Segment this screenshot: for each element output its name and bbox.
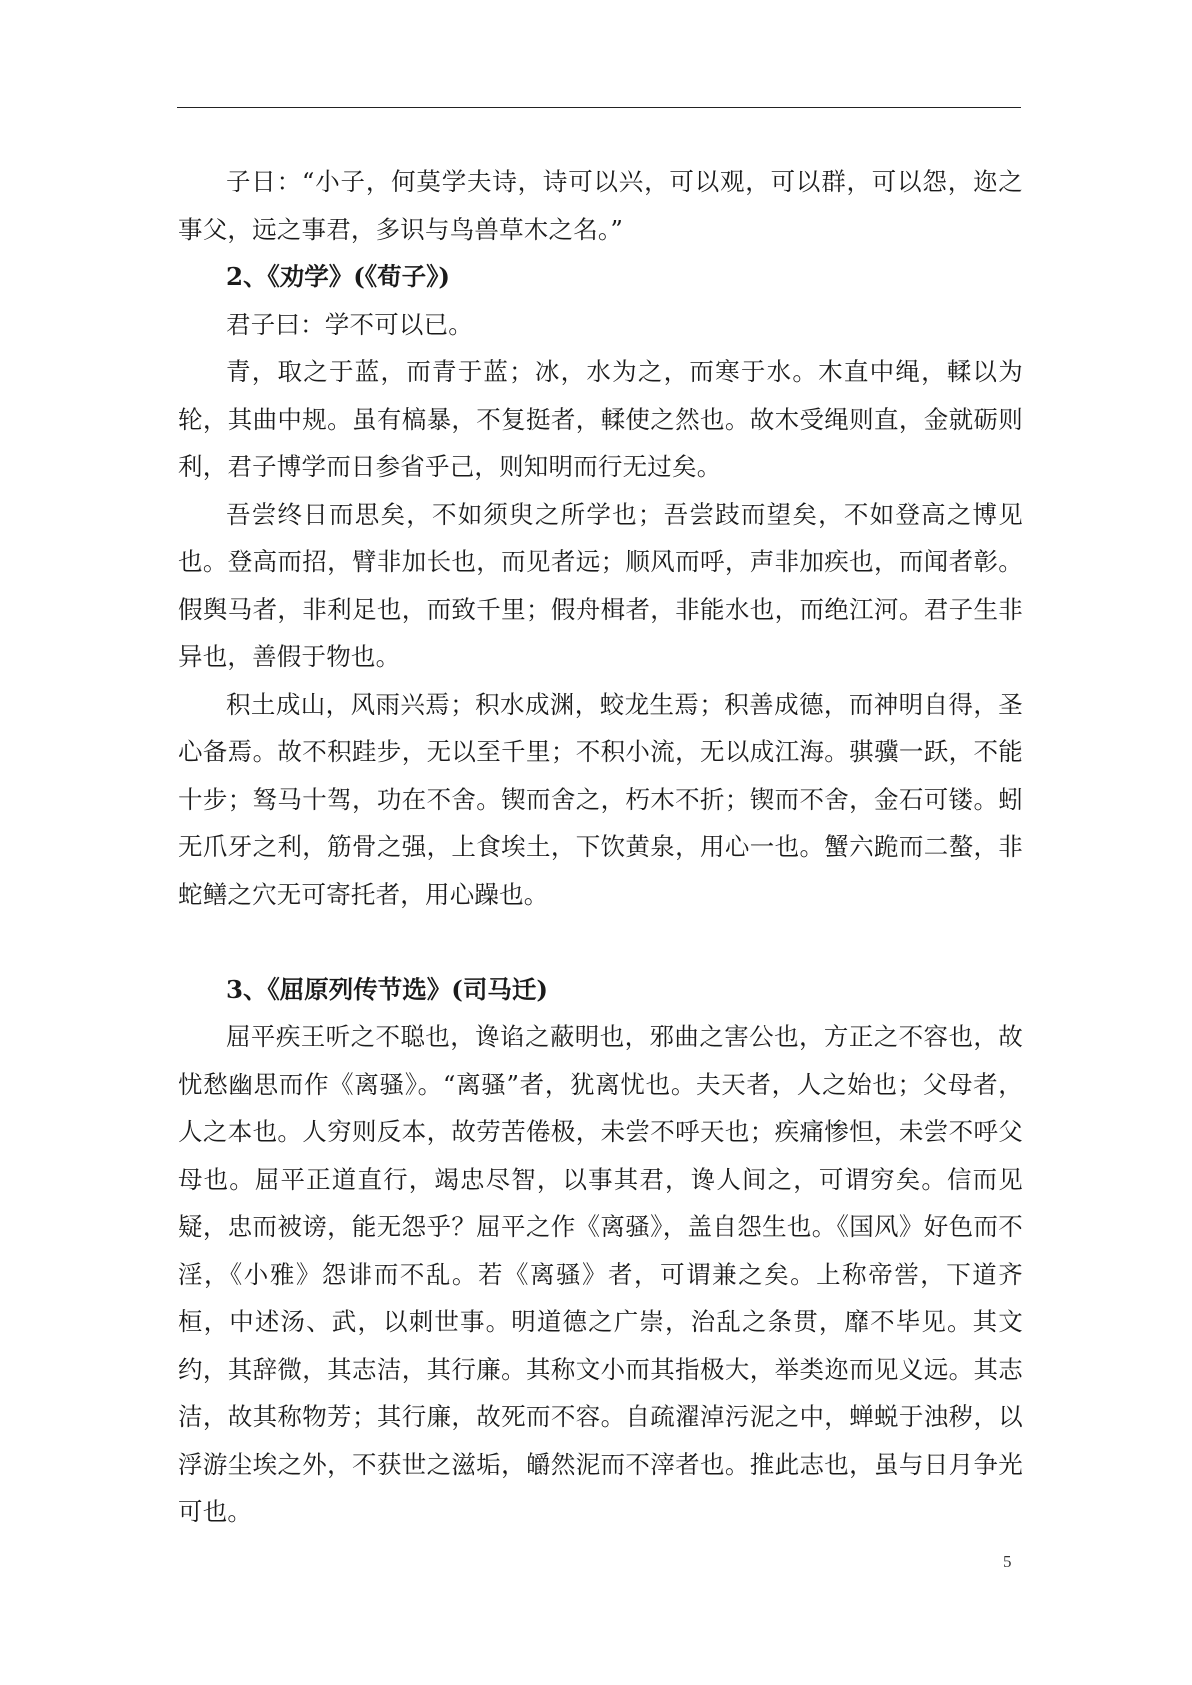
section-heading-quanxue: 2、《劝学》(《荀子》) [226,262,450,291]
header-rule [177,107,1021,108]
paragraph-quanxue-learning: 吾尝终日而思矣，不如须臾之所学也；吾尝跂而望矣，不如登高之博见也。登高而招，臂非加长也，而见者远；顺风而呼，声非加疾也，而闻者彰。假舆马者，非利足也，而致千里；假舟楫者，非能水也，而绝江河。君子生非异也，善假于物也。 [178,499,1023,671]
paragraph-quanxue-blue: 青，取之于蓝，而青于蓝；冰，水为之，而寒于水。木直中绳，輮以为轮，其曲中规。虽有槁暴，不复挺者，輮使之然也。故木受绳则直，金就砺则利，君子博学而日参省乎己，则知明而行无过矣。 [178,357,1023,481]
paragraph-quyuan-biography: 屈平疾王听之不聪也，谗谄之蔽明也，邪曲之害公也，方正之不容也，故忧愁幽思而作《离骚》。“离骚”者，犹离忧也。夫天者，人之始也；父母者，人之本也。人穷则反本，故劳苦倦极，未尝不呼天也；疾痛惨怛，未尝不呼父母也。屈平正道直行，竭忠尽智，以事其君，谗人间之，可谓穷矣。信而见疑，忠而被谤，能无怨乎？屈平之作《离骚》，盖自怨生也。《国风》好色而不淫，《小雅》怨诽而不乱。若《离骚》者，可谓兼之矣。上称帝喾，下道齐桓，中述汤、武，以刺世事。明道德之广崇，治乱之条贯，靡不毕见。其文约，其辞微，其志洁，其行廉。其称文小而其指极大，举类迩而见义远。其志洁，故其称物芳；其行廉，故死而不容。自疏濯淖污泥之中，蝉蜕于浊秽，以浮游尘埃之外，不获世之滋垢，皭然泥而不滓者也。推此志也，虽与日月争光可也。 [178,1022,1023,1526]
paragraph-confucius-quote: 子日：“小子，何莫学夫诗，诗可以兴，可以观，可以群，可以怨，迩之事父，远之事君，多识与鸟兽草木之名。” [178,167,1023,244]
paragraph-quanxue-opening: 君子曰：学不可以已。 [226,309,473,339]
document-body [178,158,1023,1536]
section-heading-quyuan: 3、《屈原列传节选》(司马迁) [226,974,548,1004]
paragraph-gap [178,918,1023,966]
paragraph-quanxue-accumulate: 积土成山，风雨兴焉；积水成渊，蛟龙生焉；积善成德，而神明自得，圣心备焉。故不积跬步，无以至千里；不积小流，无以成江海。骐骥一跃，不能十步；驽马十驾，功在不舍。锲而舍之，朽木不折；锲而不舍，金石可镂。蚓无爪牙之利，筋骨之强，上食埃土，下饮黄泉，用心一也。蟹六跪而二螯，非蛇鳝之穴无可寄托者，用心躁也。 [178,689,1023,909]
page-number: 5 [1003,1552,1012,1571]
